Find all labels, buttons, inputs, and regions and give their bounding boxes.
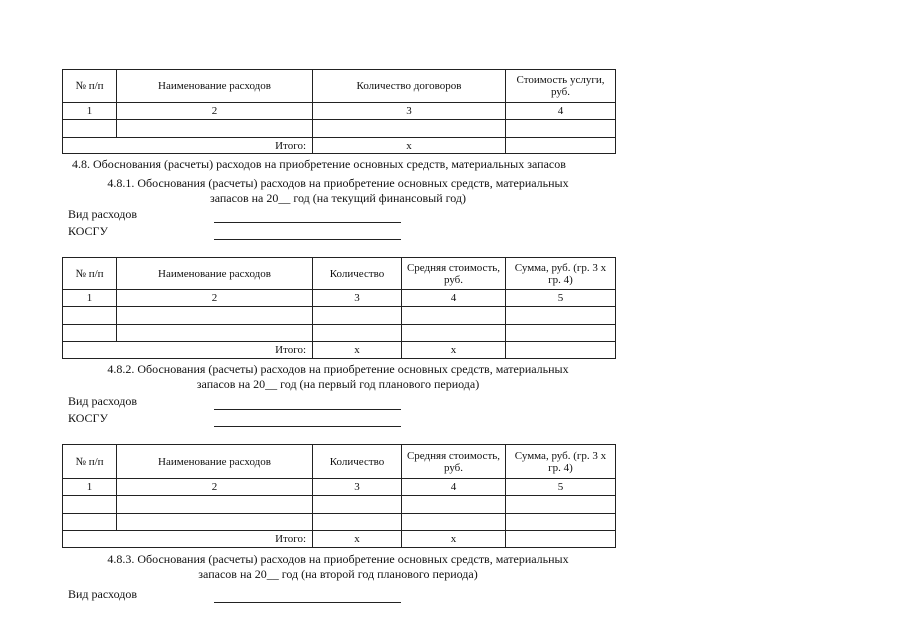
kosgu-field[interactable] [214, 426, 401, 427]
empty-cell[interactable] [313, 120, 506, 138]
total-label: Итого: [63, 342, 313, 359]
services-cost-table [62, 69, 616, 154]
header-quantity: Количество [313, 445, 402, 479]
table-row [63, 120, 616, 138]
header-row-number: № п/п [63, 70, 117, 103]
header-sum: Сумма, руб. (гр. 3 х гр. 4) [506, 258, 616, 290]
total-value-cell[interactable] [506, 342, 616, 359]
column-number: 2 [117, 479, 313, 496]
header-expense-name: Наименование расходов [117, 445, 313, 479]
header-expense-name: Наименование расходов [117, 258, 313, 290]
total-label: Итого: [63, 531, 313, 548]
header-row-number: № п/п [63, 258, 117, 290]
section-title-line: запасов на 20__ год (на второй год планового периода) [198, 567, 478, 581]
empty-cell[interactable] [117, 307, 313, 325]
column-number: 5 [506, 479, 616, 496]
empty-cell[interactable] [506, 120, 616, 138]
empty-cell[interactable] [506, 325, 616, 342]
section-title-line: запасов на 20__ год (на текущий финансовый год) [209, 191, 467, 205]
column-number: 5 [506, 290, 616, 307]
header-quantity: Количество [313, 258, 402, 290]
empty-cell[interactable] [313, 496, 402, 514]
column-number: 2 [117, 290, 313, 307]
empty-cell[interactable] [117, 120, 313, 138]
expense-type-field[interactable] [214, 602, 401, 603]
empty-cell[interactable] [402, 496, 506, 514]
empty-cell[interactable] [506, 514, 616, 531]
column-number: 1 [63, 479, 117, 496]
total-value-cell[interactable] [506, 531, 616, 548]
empty-cell[interactable] [506, 307, 616, 325]
empty-cell[interactable] [402, 325, 506, 342]
kosgu-label: КОСГУ [68, 224, 108, 238]
section-title-4-8-3 [88, 552, 588, 582]
header-row-number: № п/п [63, 445, 117, 479]
expense-type-label: Вид расходов [68, 587, 137, 601]
total-x-mark: х [313, 531, 402, 548]
total-x-mark: х [313, 138, 506, 154]
table-row [63, 514, 616, 531]
kosgu-label: КОСГУ [68, 411, 108, 425]
total-x-mark: х [402, 531, 506, 548]
total-x-mark: х [313, 342, 402, 359]
section-title-line: 4.8.3. Обоснования (расчеты) расходов на приобретение основных средств, материальных [107, 552, 569, 566]
section-title-line: запасов на 20__ год (на первый год планового периода) [196, 377, 480, 391]
column-number: 4 [402, 479, 506, 496]
section-title-line: 4.8.2. Обоснования (расчеты) расходов на приобретение основных средств, материальных [107, 362, 569, 376]
header-average-cost: Средняя стоимость, руб. [402, 258, 506, 290]
expense-type-label: Вид расходов [68, 394, 137, 408]
column-number: 3 [313, 103, 506, 120]
empty-cell[interactable] [117, 325, 313, 342]
empty-cell[interactable] [402, 514, 506, 531]
expense-type-label: Вид расходов [68, 207, 137, 221]
kosgu-field[interactable] [214, 239, 401, 240]
empty-cell[interactable] [63, 307, 117, 325]
column-number: 4 [402, 290, 506, 307]
header-sum: Сумма, руб. (гр. 3 х гр. 4) [506, 445, 616, 479]
table-row [63, 325, 616, 342]
empty-cell[interactable] [63, 496, 117, 514]
total-x-mark: х [402, 342, 506, 359]
empty-cell[interactable] [117, 496, 313, 514]
empty-cell[interactable] [313, 514, 402, 531]
section-title-4-8-1 [88, 176, 588, 206]
section-title-line: 4.8.1. Обоснования (расчеты) расходов на приобретение основных средств, материальных [107, 176, 569, 190]
fixed-assets-table-first-planning-year [62, 444, 616, 548]
total-label: Итого: [63, 138, 313, 154]
section-heading-4-8: 4.8. Обоснования (расчеты) расходов на приобретение основных средств, материальных запасов [72, 157, 566, 171]
section-title-4-8-2 [88, 362, 588, 392]
empty-cell[interactable] [506, 496, 616, 514]
column-number: 2 [117, 103, 313, 120]
column-number: 4 [506, 103, 616, 120]
header-average-cost: Средняя стоимость, руб. [402, 445, 506, 479]
table-row [63, 307, 616, 325]
empty-cell[interactable] [63, 120, 117, 138]
column-number: 3 [313, 290, 402, 307]
fixed-assets-table-current-year [62, 257, 616, 359]
header-expense-name: Наименование расходов [117, 70, 313, 103]
header-contracts-count: Количество договоров [313, 70, 506, 103]
empty-cell[interactable] [313, 307, 402, 325]
column-number: 3 [313, 479, 402, 496]
column-number: 1 [63, 103, 117, 120]
total-value-cell[interactable] [506, 138, 616, 154]
empty-cell[interactable] [117, 514, 313, 531]
column-number: 1 [63, 290, 117, 307]
expense-type-field[interactable] [214, 222, 401, 223]
table-row [63, 496, 616, 514]
empty-cell[interactable] [63, 325, 117, 342]
expense-type-field[interactable] [214, 409, 401, 410]
empty-cell[interactable] [402, 307, 506, 325]
header-service-cost: Стоимость услуги, руб. [506, 70, 616, 103]
empty-cell[interactable] [313, 325, 402, 342]
empty-cell[interactable] [63, 514, 117, 531]
